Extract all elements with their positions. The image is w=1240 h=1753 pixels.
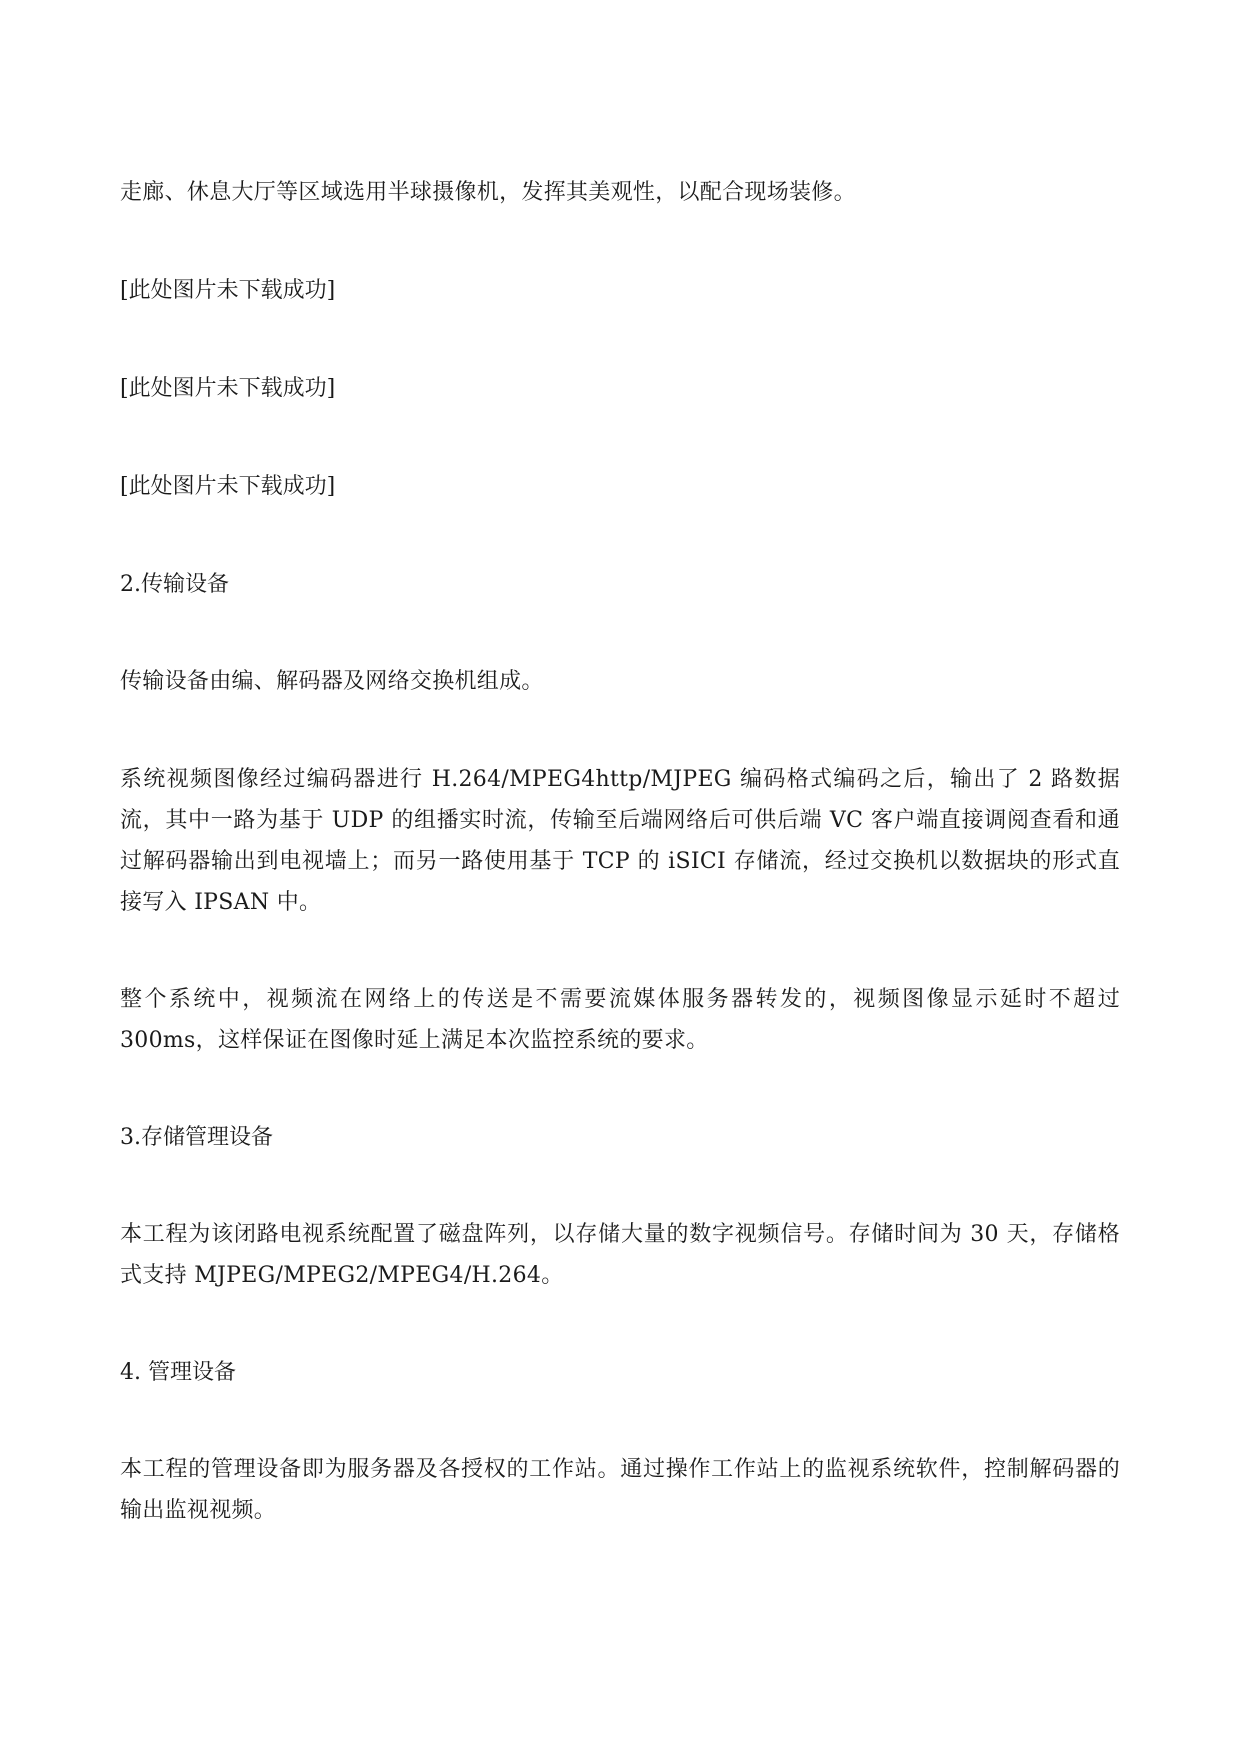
- paragraph-latency: 整个系统中，视频流在网络上的传送是不需要流媒体服务器转发的，视频图像显示延时不超过 300ms，这样保证在图像时延上满足本次监控系统的要求。: [120, 987, 1120, 1053]
- heading-storage-management: 3.存储管理设备: [120, 1125, 273, 1150]
- image-missing-placeholder-3: [此处图片未下载成功]: [120, 474, 336, 499]
- paragraph-video-encoding-streams: 系统视频图像经过编码器进行 H.264/MPEG4http/MJPEG 编码格式编码之后，输出了 2 路数据流，其中一路为基于 UDP 的组播实时流，传输至后端网络后可供后端 VC 客户端直接调阅查看和通过解码器输出到电视墙上；而另一路使用基于 TCP 的 iSICI 存储流，经过交换机以数据块的形式直接写入 IPSAN 中。: [120, 767, 1120, 915]
- document-body: [120, 172, 1120, 1587]
- paragraph-hemisphere-cameras: 走廊、休息大厅等区域选用半球摄像机，发挥其美观性，以配合现场装修。: [120, 180, 856, 205]
- paragraph-management-servers: 本工程的管理设备即为服务器及各授权的工作站。通过操作工作站上的监视系统软件，控制解码器的输出监视视频。: [120, 1457, 1120, 1523]
- heading-management-equipment: 4. 管理设备: [120, 1360, 236, 1385]
- image-missing-placeholder-1: [此处图片未下载成功]: [120, 278, 336, 303]
- paragraph-storage-array: 本工程为该闭路电视系统配置了磁盘阵列，以存储大量的数字视频信号。存储时间为 30 天，存储格式支持 MJPEG/MPEG2/MPEG4/H.264。: [120, 1222, 1120, 1288]
- image-missing-placeholder-2: [此处图片未下载成功]: [120, 376, 336, 401]
- paragraph-transmission-composition: 传输设备由编、解码器及网络交换机组成。: [120, 669, 544, 694]
- heading-transmission-equipment: 2.传输设备: [120, 572, 229, 597]
